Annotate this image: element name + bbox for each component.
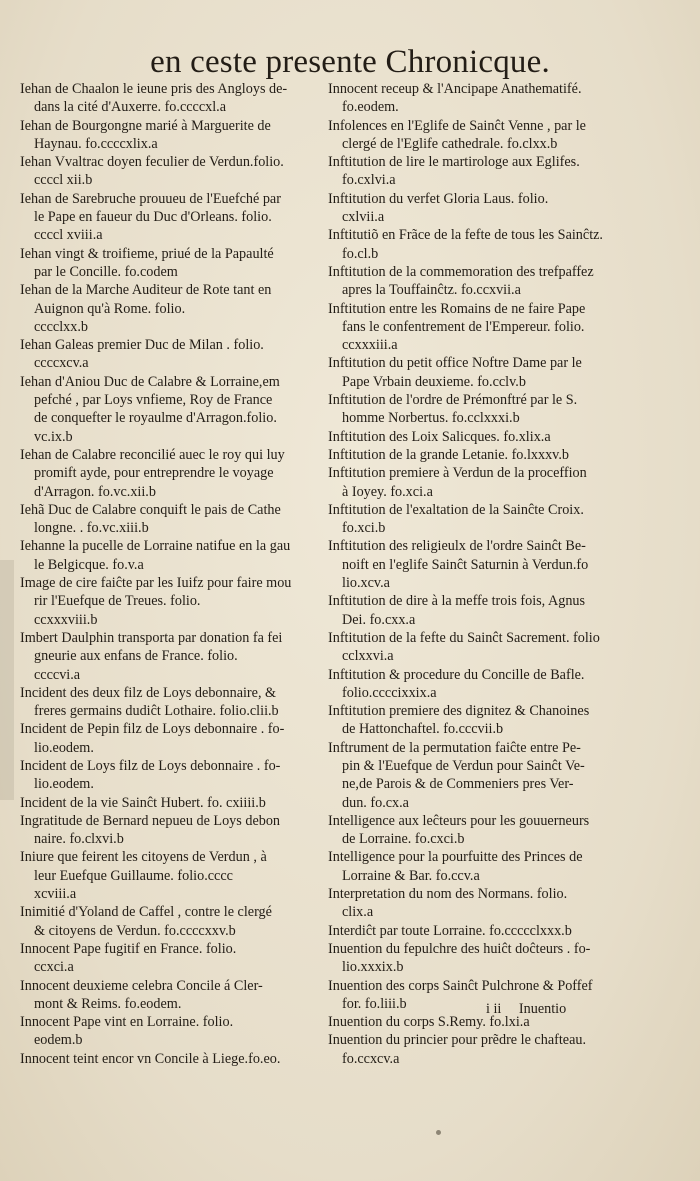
index-entry-continuation: xcviii.a [34,886,77,903]
index-entry [328,537,628,592]
index-entry-text: Inftitution du petit office Noftre Dame par le [328,355,582,372]
catchword: Inuentio [518,1001,567,1017]
index-entry-text: Incident de la vie Sainĉt Hubert. fo. cxiiii.b [20,794,266,811]
index-entry-text: Ingratitude de Bernard nepueu de Loys debon [20,812,281,829]
index-entry [20,940,322,977]
index-entry [328,428,628,446]
index-entry [20,684,322,721]
index-entry [328,80,628,117]
index-entry-text: Innocent Pape vint en Lorraine. folio. [20,1014,234,1031]
index-entry-text: Iehã Duc de Calabre conquift le pais de Cathe [20,501,281,518]
index-entry [328,592,628,629]
index-entry-continuation: clergé de l'Eglife cathedrale. fo.clxx.b [342,135,558,152]
index-entry [328,977,628,1014]
index-entry [328,812,628,849]
index-entry-continuation: & citoyens de Verdun. fo.ccccxxv.b [34,922,236,939]
index-entry-continuation: ccccl xii.b [34,172,93,189]
index-entry [20,336,322,373]
index-entry-text: Iehan de Calabre reconcilié auec le roy qui luy [20,446,285,463]
index-entry-continuation: lio.eodem. [34,739,94,756]
index-entry-continuation: dans la cité d'Auxerre. fo.ccccxl.a [34,99,227,116]
index-entry-text: Imbert Daulphin transporta par donation fa fei [20,629,283,646]
index-entry-continuation: promift ayde, pour entreprendre le voyage [34,465,274,482]
signature-mark: i ii [486,1001,502,1017]
index-entry-continuation: de conquefter le royaulme d'Arragon.folio. [34,410,277,427]
index-entry-continuation: gneurie aux enfans de France. folio. [34,648,238,665]
index-entry [20,117,322,154]
index-entry-continuation: noift en l'eglife Sainĉt Saturnin à Verdun.fo [342,556,589,573]
index-entry [20,1013,322,1050]
index-entry-continuation: le Belgicque. fo.v.a [34,556,144,573]
index-entry-continuation: for. fo.liii.b [342,995,407,1012]
index-entry-continuation: naire. fo.clxvi.b [34,831,124,848]
index-entry [328,1031,628,1068]
index-entry-text: Inftitution de l'exaltation de la Sainĉte Croix. [328,501,584,518]
index-entry-text: Inftitution des Loix Salicques. fo.xlix.a [328,428,551,445]
index-entry-text: Iehan de Sarebruche prouueu de l'Euefché par [20,190,281,207]
index-entry-text: Iniure que feirent les citoyens de Verdun , à [20,849,267,866]
index-entry-continuation: clix.a [342,904,374,921]
index-entry-continuation: de Lorraine. fo.cxci.b [342,831,465,848]
index-entry-continuation: Haynau. fo.ccccxlix.a [34,135,158,152]
index-entry-continuation: par le Concille. fo.codem [34,263,178,280]
index-entry-continuation: ne,de Parois & de Commeniers pres Ver- [342,776,574,793]
index-entry-continuation: ccxci.a [34,959,74,976]
index-entry [20,501,322,538]
index-entry-continuation: ccccvi.a [34,666,81,683]
index-entry-continuation: fo.ccxcv.a [342,1050,400,1067]
index-column-left [20,80,322,1068]
index-entry-text: Inftitution & procedure du Concille de Bafle. [328,666,585,683]
page-footer [486,1000,580,1018]
index-entry [328,190,628,227]
index-entry [328,885,628,922]
index-entry-continuation: fo.cl.b [342,245,379,262]
index-entry-continuation: le Pape en faueur du Duc d'Orleans. folio. [34,209,272,226]
index-entry-text: Inftitution premiere à Verdun de la proceffion [328,465,587,482]
index-entry [20,281,322,336]
index-entry [20,757,322,794]
index-entry-text: Iehan d'Aniou Duc de Calabre & Lorraine,em [20,373,280,390]
index-entry-continuation: fo.xci.b [342,520,386,537]
index-entry-continuation: ccxxxiii.a [342,337,398,354]
index-entry-continuation: Pape Vrbain deuxieme. fo.cclv.b [342,373,526,390]
index-entry-continuation: à Ioyey. fo.xci.a [342,483,433,500]
index-entry-continuation: Lorraine & Bar. fo.ccv.a [342,867,480,884]
index-entry-continuation: fans le confentrement de l'Empereur. folio. [342,318,585,335]
index-entry [328,739,628,812]
index-entry [328,300,628,355]
index-entry-text: Inimitié d'Yoland de Caffel , contre le clergé [20,904,272,921]
index-entry-continuation: fo.eodem. [342,99,399,116]
index-entry-continuation: ccccl xviii.a [34,227,103,244]
index-entry-text: Innocent teint encor vn Concile à Liege.fo.eo. [20,1050,281,1067]
index-entry [328,226,628,263]
index-entry-text: Inuention du corps S.Remy. fo.lxi.a [328,1014,530,1031]
index-entry [328,940,628,977]
index-entry-continuation: Auignon qu'à Rome. folio. [34,300,186,317]
index-entry-text: Iehan de Bourgongne marié à Marguerite de [20,117,271,134]
index-entry-continuation: mont & Reims. fo.eodem. [34,995,182,1012]
index-entry-text: Inftitution premiere des dignitez & Chanoines [328,703,590,720]
index-entry-text: Iehan de Chaalon le ieune pris des Angloys de- [20,81,288,97]
index-entry-continuation: folio.ccccixxix.a [342,684,437,701]
index-entry-text: Innocent Pape fugitif en France. folio. [20,940,237,957]
index-entry-text: Interpretation du nom des Normans. folio. [328,886,568,903]
index-entry [20,629,322,684]
index-entry-text: Incident de Pepin filz de Loys debonnaire . fo- [20,721,285,738]
index-entry-text: Inftrument de la permutation faiĉte entre Pe- [328,739,581,756]
index-entry [328,922,628,940]
index-entry [20,903,322,940]
index-entry-text: Incident de Loys filz de Loys debonnaire . fo- [20,757,281,774]
index-entry [20,80,322,117]
index-entry [328,702,628,739]
index-entry-text: Incident des deux filz de Loys debonnaire, & [20,684,277,701]
index-entry-text: Inftitution des religieulx de l'ordre Sainĉt Be- [328,538,586,555]
index-entry-continuation: lio.xcv.a [342,575,390,592]
index-entry [20,848,322,903]
index-entry [20,977,322,1014]
index-entry [328,153,628,190]
index-entry-continuation: cxlvii.a [342,209,385,226]
page-edge-shadow [0,560,14,800]
index-entry [328,446,628,464]
index-entry-continuation: freres germains dudiĉt Lothaire. folio.clii.b [34,703,279,720]
index-entry [20,720,322,757]
index-entry [328,848,628,885]
index-entry-text: Iehan Vvaltrac doyen feculier de Verdun.folio. [20,154,284,171]
index-entry-continuation: d'Arragon. fo.vc.xii.b [34,483,156,500]
index-entry [20,574,322,629]
index-entry [20,812,322,849]
index-entry-text: Iehanne la pucelle de Lorraine natifue en la gau [20,538,291,555]
index-entry-continuation: ccccxcv.a [34,355,89,372]
index-entry-continuation: de Hattonchaftel. fo.cccvii.b [342,721,504,738]
index-entry-text: Inftitution de la fefte du Sainĉt Sacrement. folio [328,629,600,646]
index-entry-text: Infolences en l'Eglife de Sainĉt Venne , par le [328,117,586,134]
index-entry-continuation: dun. fo.cx.a [342,794,409,811]
index-entry-continuation: leur Euefque Guillaume. folio.cccc [34,867,233,884]
ink-spot [436,1130,441,1135]
index-entry [20,373,322,446]
index-entry-text: Image de cire faiĉte par les Iuifz pour faire mou [20,575,292,592]
index-entry [328,501,628,538]
index-entry-text: Interdiĉt par toute Lorraine. fo.ccccclxxx.b [328,922,572,939]
index-entry-text: Iehan Galeas premier Duc de Milan . folio. [20,337,264,354]
index-column-right [328,80,628,1068]
index-entry-continuation: ccxxxviii.b [34,611,98,628]
index-entry-text: Inftitution de la grande Letanie. fo.lxxxv.b [328,446,569,463]
index-entry-text: Inftitution entre les Romains de ne faire Pape [328,300,586,317]
index-entry [20,245,322,282]
index-entry-text: Innocent deuxieme celebra Concile á Cler- [20,977,263,994]
index-entry [328,263,628,300]
index-entry [328,354,628,391]
index-entry-continuation: fo.cxlvi.a [342,172,396,189]
index-entry [328,117,628,154]
index-entry [328,666,628,703]
index-entry [20,446,322,501]
index-entry [328,629,628,666]
index-entry-continuation: cccclxx.b [34,318,88,335]
index-entry [20,153,322,190]
index-entry-text: Inftitution du verfet Gloria Laus. folio. [328,190,549,207]
index-entry-continuation: apres la Touffainĉtz. fo.ccxvii.a [342,282,521,299]
index-entry-continuation: pefché , par Loys vnfieme, Roy de France [34,392,273,409]
index-entry [20,190,322,245]
index-entry-text: Iehan vingt & troifieme, priué de la Papaulté [20,245,274,262]
index-entry-text: Iehan de la Marche Auditeur de Rote tant en [20,282,272,299]
index-entry [20,794,322,812]
index-entry-continuation: cclxxvi.a [342,648,394,665]
index-entry [328,464,628,501]
index-entry-text: Inftitutiõ en Frãce de la fefte de tous les Sainĉtz. [328,227,603,244]
index-entry-text: Inftitution de l'ordre de Prémonftré par le S. [328,392,578,409]
index-entry-text: Inuention du princier pour prẽdre le chafteau. [328,1032,587,1049]
index-entry-continuation: lio.eodem. [34,776,94,793]
index-entry [20,1050,322,1068]
index-entry-text: Inftitution de la commemoration des trefpaffez [328,263,594,280]
index-entry-continuation: vc.ix.b [34,428,73,445]
index-entry-continuation: rir l'Euefque de Treues. folio. [34,593,201,610]
index-entry-text: Intelligence pour la pourfuitte des Princes de [328,849,583,866]
index-entry-continuation: lio.xxxix.b [342,959,404,976]
page-title: en ceste presente Chronicque. [150,44,550,80]
index-entry-continuation: homme Norbertus. fo.cclxxxi.b [342,410,520,427]
index-entry-text: Inftitution de dire à la meffe trois fois, Agnus [328,593,586,610]
index-entry-continuation: longne. . fo.vc.xiii.b [34,520,149,537]
index-entry-continuation: pin & l'Euefque de Verdun pour Sainĉt Ve- [342,757,585,774]
index-entry [328,1013,628,1031]
index-entry-text: Inftitution de lire le martirologe aux Eglifes. [328,154,580,171]
index-entry [20,537,322,574]
index-entry [328,391,628,428]
index-entry-text: Inuention des corps Sainĉt Pulchrone & Poffef [328,977,593,994]
index-entry-text: Inuention du fepulchre des huiĉt doĉteurs . fo- [328,940,591,957]
index-entry-text: Intelligence aux leĉteurs pour les gouuerneurs [328,812,590,829]
index-entry-continuation: Dei. fo.cxx.a [342,611,416,628]
index-entry-continuation: eodem.b [34,1032,83,1049]
index-entry-text: Innocent receup & l'Ancipape Anathematifé. [328,81,582,97]
